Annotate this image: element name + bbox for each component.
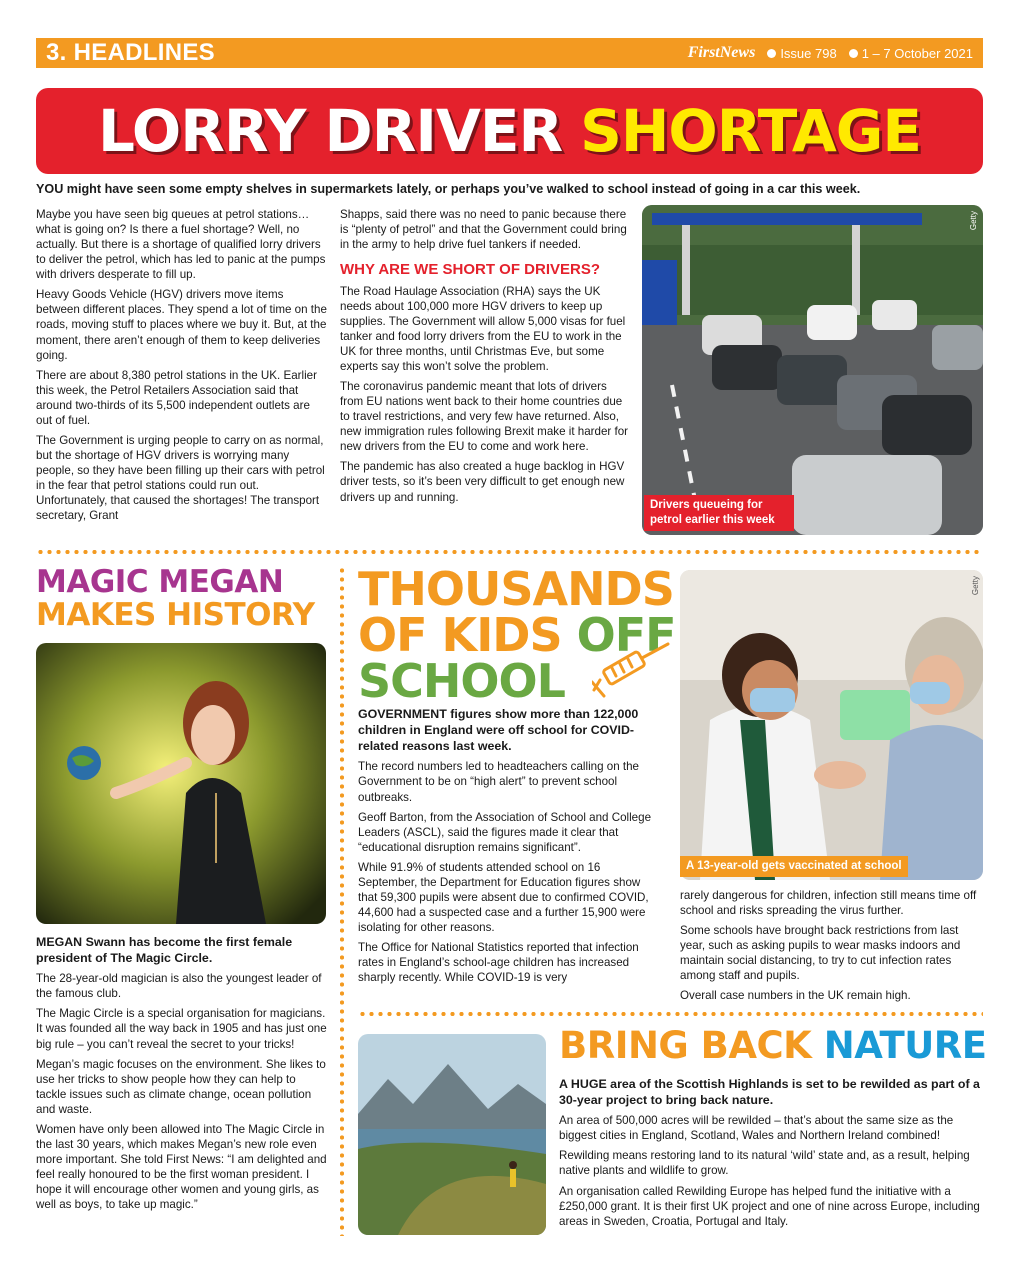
kids-body-col2 [680, 888, 983, 1008]
kids-headline-line1: THOUSANDS [358, 562, 674, 616]
highlands-photo [358, 1034, 546, 1235]
paragraph: rarely dangerous for children, infection still means time off school and risks spreading the virus further. [680, 889, 977, 918]
vaccination-photo [680, 570, 983, 880]
vaccination-illustration [680, 570, 983, 880]
paragraph: An area of 500,000 acres will be rewilded – that’s about the same size as the biggest cities in England, Scotland, Wales and Northern Ireland combined! [559, 1114, 954, 1143]
megan-headline-line1: MAGIC MEGAN [36, 564, 284, 600]
issue-number: Issue 798 [780, 45, 837, 61]
section-header-bar [36, 38, 983, 68]
paragraph: The pandemic has also created a huge backlog in HGV driver tests, so it’s been very difficult to get enough new drivers up and running. [340, 460, 625, 504]
paragraph: Overall case numbers in the UK remain high. [680, 989, 911, 1003]
highlands-illustration [358, 1034, 546, 1235]
headline-white: LORRY DRIVER [98, 97, 563, 165]
paragraph: Women have only been allowed into The Magic Circle in the last 30 years, which makes Megan’s new role even more important. She told First News: “I am delighted and feel really honoured to be the first woman president. I hope it will encourage other women and young girls, as well as boys, to take up magic.” [36, 1122, 327, 1212]
paragraph: Heavy Goods Vehicle (HGV) drivers move items between different places. They spend a lot of time on the roads, moving stuff to places where we buy it. But, at the moment, there aren’t enough of them to keep deliveries going. [36, 288, 327, 362]
paragraph: While 91.9% of students attended school on 16 September, the Department for Education figures show that 59,300 pupils were absent due to confirmed COVID, 44,600 had a suspected case and a further 15,900 were isolating for other reasons. [358, 860, 649, 934]
lorry-subhead: WHY ARE WE SHORT OF DRIVERS? [340, 261, 601, 279]
headline-yellow: SHORTAGE [580, 97, 921, 165]
nature-headline [559, 1024, 987, 1067]
section-title: 3. HEADLINES [46, 39, 215, 66]
megan-intro: MEGAN Swann has become the first female president of The Magic Circle. [36, 935, 293, 966]
photo-caption: A 13-year-old gets vaccinated at school [680, 856, 908, 877]
paragraph: There are about 8,380 petrol stations in the UK. Earlier this week, the Petrol Retailers Association said that around two-thirds of its 5,500 independent outlets are out of fuel. [36, 368, 317, 427]
petrol-queue-photo [642, 205, 983, 535]
paragraph: Megan’s magic focuses on the environment. She likes to use her tricks to show people how they can help to tackle issues such as climate change, ocean pollution and waste. [36, 1057, 326, 1116]
paragraph: The Government is urging people to carry on as normal, but the shortage of HGV drivers is worrying many people, so they have been filling up their cars with petrol in the fear that petrol stations could run out. Unfortunately, that caused the shortages! The transport secretary, Grant [36, 433, 325, 523]
megan-body [36, 934, 328, 1217]
paragraph: The Office for National Statistics reported that infection rates in England’s school-age children has increased sharply recently. While COVID-19 is very [358, 941, 639, 985]
dotted-divider [358, 1012, 983, 1016]
megan-headline [36, 566, 315, 631]
kids-headline-line3: SCHOOL [358, 654, 565, 708]
paragraph: Some schools have brought back restrictions from last year, such as asking pupils to wear masks indoors and maintain social distancing, to try to cut infection rates among staff and pupils. [680, 924, 961, 983]
nature-headline-a: BRING BACK [559, 1024, 824, 1067]
lorry-headline-banner [36, 88, 983, 174]
kids-headline-line2b: OFF [576, 608, 676, 662]
megan-photo [36, 643, 326, 924]
paragraph: Maybe you have seen big queues at petrol stations… what is going on? Is there a fuel shortage? Well, no actually. But there is a shortage of qualified lorry drivers to deliver the petrol, which has led to panic at the pumps with drivers desperate to fill up. [36, 208, 326, 282]
nature-intro: A HUGE area of the Scottish Highlands is set to be rewilded as part of a 30-year project to bring back nature. [559, 1077, 980, 1108]
paragraph: Geoff Barton, from the Association of School and College Leaders (ASCL), said the figures made it clear that “educational disruption remains significant”. [358, 810, 652, 854]
photo-credit: Getty [969, 211, 978, 231]
paragraph: The Road Haulage Association (RHA) says the UK needs about 100,000 more HGV drivers to keep up supplies. The Government will allow 5,000 visas for fuel tanker and food lorry drivers from the EU to work in the UK for three months, until Christmas Eve, but some experts say this won’t solve the problem. [340, 284, 626, 373]
nature-body [559, 1076, 983, 1234]
paragraph: An organisation called Rewilding Europe has helped fund the initiative with a £250,000 grant. It is their first UK project and one of nine across Europe, including areas in Sweden, Croatia, Portugal and Italy. [559, 1184, 980, 1228]
paragraph: The Magic Circle is a special organisation for magicians. It was founded all the way back in 1905 and has just one big rule – you can’t reveal the secret to your tricks! [36, 1007, 327, 1051]
lorry-intro: YOU might have seen some empty shelves in supermarkets lately, or perhaps you’ve walked to school instead of going in a car this week. [36, 182, 861, 196]
dotted-column-divider [340, 566, 344, 1236]
megan-headline-line2: MAKES HISTORY [36, 596, 315, 633]
bullet-icon [849, 49, 858, 58]
photo-caption: Drivers queueing for petrol earlier this week [644, 495, 794, 531]
photo-credit: Getty [971, 576, 980, 596]
dotted-divider [36, 550, 983, 554]
paragraph: The record numbers led to headteachers calling on the Government to be on “high alert” to prevent school outbreaks. [358, 760, 639, 804]
paragraph: The coronavirus pandemic meant that lots of drivers from EU nations went back to their home countries due to travel restrictions, and very few have returned. Also, new immigration rules following Brexit make it harder for new drivers from the EU to come and work here. [340, 380, 629, 454]
issue-meta [688, 44, 973, 62]
nature-headline-b: NATURE [823, 1024, 987, 1067]
brand-logo: FirstNews [687, 44, 756, 61]
kids-body [358, 706, 658, 990]
syringe-icon [592, 642, 676, 698]
paragraph: The 28-year-old magician is also the youngest leader of the famous club. [36, 972, 322, 1001]
lorry-column-2 [340, 207, 630, 510]
petrol-queue-illustration [642, 205, 983, 535]
bullet-icon [767, 49, 776, 58]
megan-illustration [36, 643, 326, 924]
paragraph: Rewilding means restoring land to its natural ‘wild’ state and, as a result, helping native plants and wildlife to grow. [559, 1149, 970, 1178]
kids-intro: GOVERNMENT figures show more than 122,000 children in England were off school for COVID-related reasons last week. [358, 707, 639, 754]
kids-headline-line2a: OF KIDS [358, 608, 577, 662]
issue-date: 1 – 7 October 2021 [861, 45, 973, 61]
paragraph: Shapps, said there was no need to panic because there is “plenty of petrol” and that the Government could bring in the army to help drive fuel tankers if needed. [340, 208, 627, 252]
lorry-column-1 [36, 207, 328, 528]
